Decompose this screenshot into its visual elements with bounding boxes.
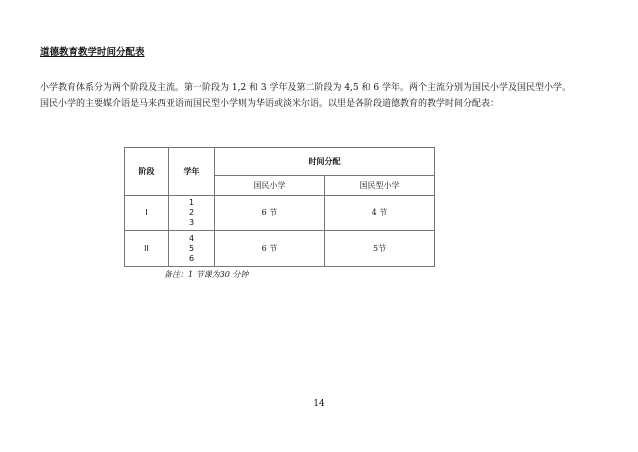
national-type-sessions-cell: 4 节 xyxy=(325,196,435,231)
page-number: 14 xyxy=(313,399,325,409)
header-stage: 阶段 xyxy=(125,148,169,196)
table-row xyxy=(125,231,435,267)
document-title: 道德教育教学时间分配表 xyxy=(40,47,145,58)
years-cell xyxy=(169,231,215,267)
table-note: 备注：1 节课为30 分钟 xyxy=(164,270,249,279)
national-sessions-cell: 6 节 xyxy=(215,231,325,267)
paragraph-line-1: 小学教育体系分为两个阶段及主流。第一阶段为 1,2 和 3 学年及第二阶段为 4,5 和 6 学年。两个主流分别为国民小学及国民型小学。 xyxy=(40,83,571,93)
stage-cell: I xyxy=(125,196,169,231)
year-value: 3 xyxy=(188,218,195,227)
paragraph-line-2: 国民小学的主要媒介语是马来西亚语而国民型小学则为华语或淡米尔语。以里是各阶段道德教育的教学时间分配表： xyxy=(40,99,500,109)
year-value: 4 xyxy=(188,233,195,243)
time-allocation-table xyxy=(124,147,435,267)
stage-cell: II xyxy=(125,231,169,267)
table-row xyxy=(125,196,435,231)
years-cell xyxy=(169,196,215,231)
header-national-type-school: 国民型小学 xyxy=(325,176,435,196)
year-value: 2 xyxy=(188,208,195,217)
header-time-allocation: 时间分配 xyxy=(215,148,435,176)
year-value: 6 xyxy=(188,253,195,263)
table-header-row xyxy=(125,148,435,176)
national-type-sessions-cell: 5节 xyxy=(325,231,435,267)
year-value: 5 xyxy=(188,243,195,253)
intro-paragraph xyxy=(40,80,610,112)
year-value: 1 xyxy=(188,198,195,207)
header-national-school: 国民小学 xyxy=(215,176,325,196)
header-year: 学年 xyxy=(169,148,215,196)
national-sessions-cell: 6 节 xyxy=(215,196,325,231)
